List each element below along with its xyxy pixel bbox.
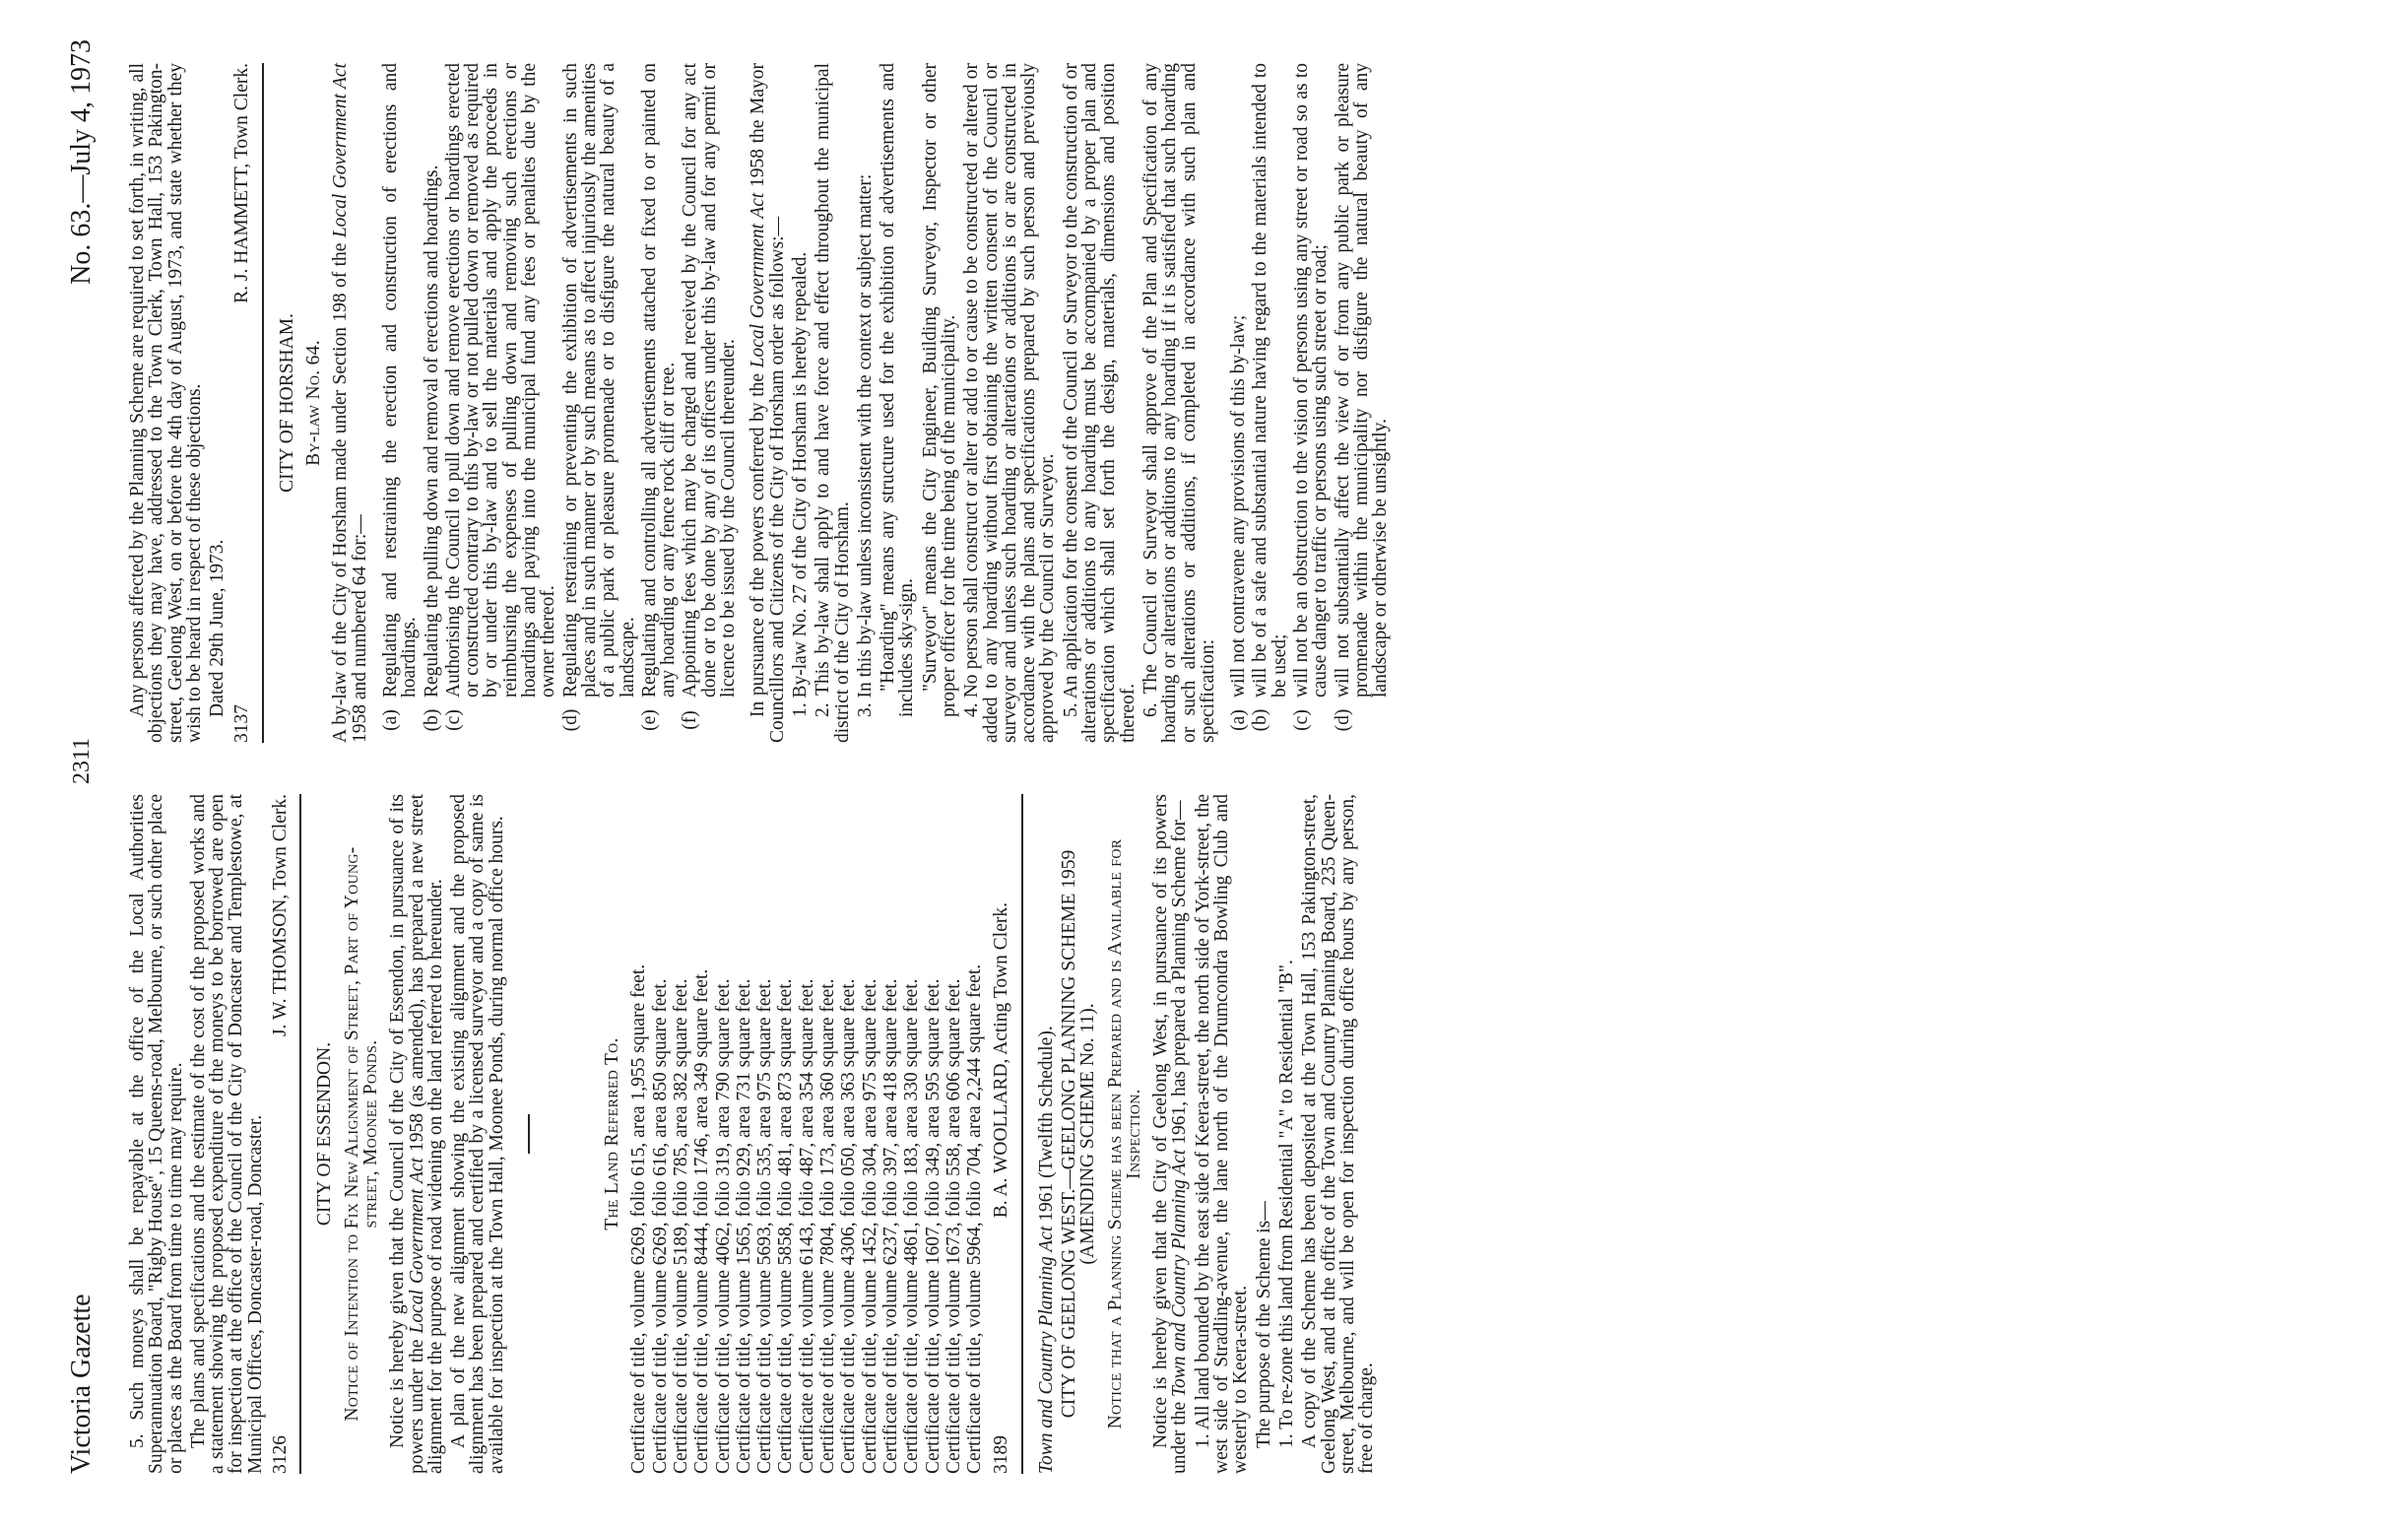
clause-5: 5. An application for the consent of the Council or Surveyor to the construction of or alterations or additions to any hoarding must be accompanied by a proper plan and specification which shall set forth the design, materials, dimensions and position thereof. bbox=[1060, 63, 1139, 743]
item-text: Regulating and restraining the erection and construction of erections and hoardings. bbox=[379, 63, 421, 698]
certificate-entry: Certificate of title, volume 6237, folio 397, area 418 square feet. bbox=[879, 978, 901, 1474]
certificate-entry: Certificate of title, volume 4861, folio 183, area 330 square feet. bbox=[901, 978, 923, 1474]
bylaw-purpose-item bbox=[423, 63, 441, 743]
certificate-entry: Certificate of title, volume 5964, folio 704, area 2,244 square feet. bbox=[964, 964, 986, 1474]
objections-paragraph: Any persons affected by the Planning Scheme are required to set forth, in writing, all objections they may have, addressed to the Town Clerk, Town Hall, 153 Pakington-street, Geelong West, on or before the 4th day of August, 1973, and state whether they wish to be heard in respect of these objections. bbox=[127, 63, 205, 743]
certificate-entry: Certificate of title, volume 4062, folio 319, area 790 square feet. bbox=[712, 978, 734, 1474]
item-text: Regulating and controlling all advertisements attached or fixed to or painted on any hoarding or any fence rock cliff or tree. bbox=[638, 63, 680, 698]
certificate-entry: Certificate of title, volume 5858, folio 481, area 873 square feet. bbox=[775, 978, 797, 1474]
certificate-list bbox=[629, 794, 984, 1474]
plans-paragraph: The plans and specifications and the estimate of the cost of the proposed works and a statement showing the proposed expenditure of the moneys to be borrowed are open for inspection at the office of the Council of the City of Doncaster and Templestowe, at Municipal Offices, Doncaster-road, Doncaster. bbox=[187, 794, 266, 1474]
bylaw-purpose-item bbox=[444, 63, 558, 743]
signatory: B. A. WOOLLARD, Acting Town Clerk. bbox=[991, 902, 1012, 1219]
certificate-entry: Certificate of title, volume 4306, folio 050, area 363 square feet. bbox=[838, 978, 860, 1474]
signatory: R. J. HAMMETT, Town Clerk. bbox=[231, 63, 253, 303]
copy-deposited-paragraph: A copy of the Scheme has been deposited at the Town Hall, 153 Pakington-street, Geelong West, and at the office of the Town and Country Planning Board, 235 Queen-street, Melbourne, and will be open for inspection during office hours by any person, free of charge. bbox=[1299, 794, 1378, 1474]
item-label: (d) bbox=[559, 708, 581, 732]
clause-2: 2. This by-law shall apply to and have force and effect throughout the municipal district of the City of Horsham. bbox=[813, 63, 853, 743]
notice-number: 3189 bbox=[991, 1435, 1012, 1474]
certificate-entry: Certificate of title, volume 1607, folio 349, area 595 square feet. bbox=[922, 978, 944, 1474]
gazette-title: Victoria Gazette bbox=[66, 1294, 97, 1474]
land-heading: The Land Referred To. bbox=[602, 1037, 623, 1230]
certificate-entry: Certificate of title, volume 5189, folio 785, area 382 square feet. bbox=[670, 978, 691, 1474]
left-column bbox=[128, 794, 1380, 1474]
clause-3: 3. In this by-law unless inconsistent with the context or subject matter: bbox=[854, 173, 876, 717]
pursuance-paragraph: In pursuance of the powers conferred by the Local Government Act 1958 the Mayor Councillors and Citizens of the City of Horsham order as follows:— bbox=[748, 62, 788, 743]
notice-number: 3137 bbox=[231, 704, 253, 743]
item-label: (e) bbox=[638, 709, 660, 731]
certificate-entry: Certificate of title, volume 1673, folio 558, area 606 square feet. bbox=[943, 978, 964, 1474]
item-label: (c) bbox=[442, 709, 464, 731]
land-description-paragraph: 1. All land bounded by the east side of Keera-street, the north side of York-street, the west side of Stradling-avenue, the lane north of the Drumcondra Bowling Club and westerly to Keera-street. bbox=[1192, 794, 1252, 1474]
purpose-paragraph: The purpose of the Scheme is— bbox=[1253, 1201, 1274, 1448]
item-label: (d) bbox=[1332, 708, 1353, 732]
essendon-notice-paragraph: Notice is hereby given that the Council of the City of Essendon, in pursuance of its powers under the Local Government Act 1958 (as amended), has prepared a new street alignment for the purpose of road widening on the land referred to hereunder. bbox=[387, 793, 446, 1474]
act-heading: Town and Country Planning Act 1961 (Twelfth Schedule). bbox=[1035, 1026, 1057, 1474]
alignment-plan-paragraph: A plan of the new alignment showing the existing alignment and the proposed alignment has been prepared and certified by a licensed surveyor and a copy of same is available for inspection at the Town Hall, Moonee Ponds, during normal office hours. bbox=[448, 794, 507, 1474]
item-text: will not contravene any provisions of this by-law; bbox=[1228, 314, 1250, 698]
bylaw-heading: By-law No. 64. bbox=[303, 340, 325, 466]
approval-condition-item bbox=[1251, 63, 1289, 743]
section-divider bbox=[262, 63, 264, 743]
short-divider bbox=[528, 1114, 530, 1154]
geelong-heading: CITY OF GEELONG WEST.—GEELONG PLANNING SCHEME 1959 (AMENDING SCHEME No. 11). bbox=[1058, 849, 1099, 1419]
bylaw-purpose-item bbox=[640, 63, 679, 743]
certificate-entry: Certificate of title, volume 6269, folio 615, area 1,955 square feet. bbox=[628, 964, 650, 1474]
bylaw-purpose-item bbox=[381, 63, 420, 743]
page-number: 2311 bbox=[69, 737, 95, 784]
approval-condition-item bbox=[1292, 63, 1331, 743]
item-text: Regulating the pulling down and removal of erections and hoardings. bbox=[421, 165, 442, 698]
signature-block bbox=[271, 794, 290, 1474]
horsham-heading: CITY OF HORSHAM. bbox=[276, 313, 297, 493]
item-label: (a) bbox=[1228, 709, 1250, 731]
definition-surveyor: "Surveyor" means the City Engineer, Building Surveyor, Inspector or other proper officer for the time being of the municipality. bbox=[919, 63, 959, 717]
issue-date: No. 63.—July 4, 1973 bbox=[66, 39, 97, 285]
signatory: J. W. THOMSON, Town Clerk. bbox=[270, 794, 292, 1037]
item-text: Regulating restraining or preventing the exhibition of advertisements in such places and in such manner or by such means as to affect injuriously the amenities of a public park or pleasure promenade or to disfigure the natural beauty of a landscape. bbox=[559, 63, 638, 698]
item-text: will not be an obstruction to the vision of persons using any street or road so as to cause danger to traffic or persons using such street or road; bbox=[1291, 63, 1332, 698]
item-text: will not substantially affect the view of or from any public park or pleasure promenade within the municipality nor disfigure the natural beauty of any landscape or otherwise be unsightly. bbox=[1332, 63, 1392, 698]
section-divider bbox=[299, 794, 301, 1474]
right-column bbox=[128, 63, 1394, 743]
signature-block bbox=[992, 794, 1010, 1474]
repayment-paragraph: 5. Such moneys shall be repayable at the office of the Local Authorities Superannuation Board, "Rigby House", 15 Queens-road, Melbourne, or such other place or places as the Board from time to time may require. bbox=[127, 794, 186, 1474]
definition-hoarding: "Hoarding" means any structure used for the exhibition of advertisements and includes sky-sign. bbox=[878, 63, 918, 717]
bylaw-purpose-item bbox=[561, 63, 637, 743]
essendon-heading: CITY OF ESSENDON. bbox=[314, 1041, 336, 1227]
clause-4: 4. No person shall construct or alter or add to or cause to be constructed or altered or added to any hoarding without first obtaining the written consent of the Council or surveyor and unless such hoarding or alterations or additions is or are constructed in accordance with the plans and specifications prepared by such person and previously approved by the Council or Surveyor. bbox=[961, 63, 1059, 743]
dated-line: Dated 29th June, 1973. bbox=[207, 539, 228, 717]
conditions-list bbox=[1229, 63, 1390, 743]
page-header bbox=[67, 39, 106, 1474]
certificate-entry: Certificate of title, volume 8444, folio 1746, area 349 square feet. bbox=[691, 968, 713, 1474]
item-text: Appointing fees which may be charged and received by the Council for any act done or to be done by any of its officers under this by-law and for any permit or licence to be issued by the Council thereunder. bbox=[680, 63, 740, 698]
certificate-entry: Certificate of title, volume 6269, folio 616, area 850 square feet. bbox=[649, 978, 671, 1474]
bylaw-purpose-item bbox=[681, 63, 738, 743]
certificate-entry: Certificate of title, volume 5693, folio 535, area 975 square feet. bbox=[754, 978, 776, 1474]
certificate-entry: Certificate of title, volume 7804, folio 173, area 360 square feet. bbox=[817, 978, 839, 1474]
signature-block bbox=[232, 63, 251, 743]
item-label: (a) bbox=[379, 709, 401, 731]
section-divider bbox=[1021, 794, 1023, 1474]
item-label: (b) bbox=[1250, 708, 1271, 732]
alignment-notice-heading: Notice of Intention to Fix New Alignment of Street, Part of Young-street, Moonee Ponds. bbox=[341, 846, 381, 1422]
clause-6: 6. The Council or Surveyor shall approve of the Plan and Specification of any hoarding or alterations or additions to any hoarding if it is satisfied that such hoarding or such alterations or additions, if completed in accordance with such plan and specification: bbox=[1139, 63, 1218, 743]
clause-1: 1. By-law No. 27 of the City of Horsham is hereby repealed. bbox=[789, 251, 811, 717]
approval-condition-item bbox=[1334, 63, 1391, 743]
notice-number: 3126 bbox=[270, 1435, 292, 1474]
approval-condition-item bbox=[1229, 63, 1248, 743]
bylaw-purposes-list bbox=[381, 63, 738, 743]
geelong-notice-heading: Notice that a Planning Scheme has been Prepared and is Available for Inspection. bbox=[1104, 838, 1144, 1429]
item-text: will be of a safe and substantial nature having regard to the materials intended to be used; bbox=[1250, 63, 1290, 698]
rezone-paragraph: 1. To re-zone this land from Residential "A" to Residential "B". bbox=[1275, 960, 1297, 1448]
bylaw-intro: A by-law of the City of Horsham made under Section 198 of the Local Government Act 1958 and numbered 64 for:— bbox=[330, 62, 370, 743]
certificate-entry: Certificate of title, volume 1452, folio 304, area 975 square feet. bbox=[859, 978, 880, 1474]
certificate-entry: Certificate of title, volume 1565, folio 929, area 731 square feet. bbox=[733, 978, 754, 1474]
geelong-notice-paragraph: Notice is hereby given that the City of Geelong West, in pursuance of its powers under the Town and Country Planning Act 1961, has prepared a Planning Scheme for— bbox=[1150, 794, 1191, 1474]
certificate-entry: Certificate of title, volume 6143, folio 487, area 354 square feet. bbox=[796, 978, 817, 1474]
item-text: Authorising the Council to pull down and remove erections or hoardings erected or constructed contrary to this by-law or not pulled down or removed as required by or under this by-law and to sell the materials and apply the proceeds in reimbursing the expenses of pulling down and removing such erections or hoardings and paying into the municipal fund any fees or penalties due by the owner thereof. bbox=[442, 63, 559, 698]
item-label: (f) bbox=[680, 710, 701, 730]
item-label: (b) bbox=[421, 708, 442, 732]
item-label: (c) bbox=[1291, 709, 1313, 731]
